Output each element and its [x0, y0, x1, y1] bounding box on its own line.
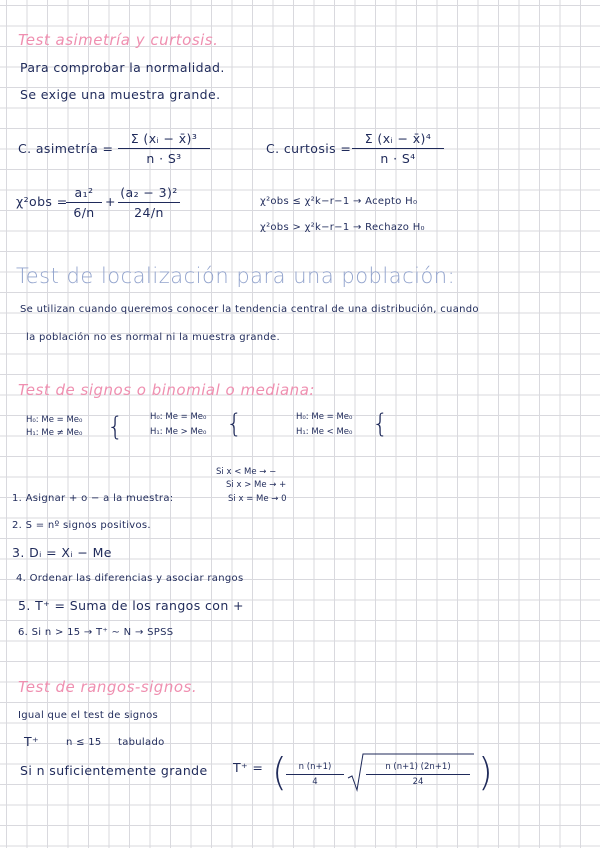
variance-numerator: n (n+1) (2n+1)	[385, 762, 451, 772]
rangos-line-3: Si n suficientemente grande	[20, 763, 208, 778]
chi-fraction-2-denominator: 24/n	[134, 205, 164, 220]
chi-plus: +	[105, 194, 116, 209]
mean-fraction	[286, 762, 344, 787]
chi-reject-rule: χ²obs > χ²k−r−1 → Rechazo H₀	[260, 222, 425, 233]
step-3: 3. Dᵢ = Xᵢ − Me	[12, 545, 112, 560]
chi-fraction-1	[66, 185, 102, 220]
chi-accept-rule: χ²obs ≤ χ²k−r−1 → Acepto H₀	[260, 196, 418, 207]
rule-less: Si x < Me → −	[216, 467, 277, 477]
rangos-line-1: Igual que el test de signos	[18, 710, 159, 721]
step-5: 5. T⁺ = Suma de los rangos con +	[18, 598, 244, 613]
hyp2-h1: H₁: Me > Me₀	[150, 427, 207, 437]
variance-fraction	[366, 762, 470, 787]
rangos-tabulado: tabulado	[118, 737, 165, 748]
c-curtosis-numerator: Σ (xᵢ − x̄)⁴	[364, 131, 432, 146]
rangos-t-plus-eq: T⁺ =	[233, 760, 264, 775]
hyp3-brace: {	[372, 409, 389, 439]
fraction-bar	[286, 774, 344, 775]
variance-denominator: 24	[412, 777, 424, 787]
step-1: 1. Asignar + o − a la muestra:	[12, 493, 174, 504]
fraction-bar	[66, 202, 102, 203]
c-curtosis-label: C. curtosis =	[266, 141, 352, 156]
hyp3-h1: H₁: Me < Me₀	[296, 427, 353, 437]
rule-equal: Si x = Me → 0	[228, 494, 287, 504]
c-curtosis-fraction	[352, 131, 444, 166]
c-asimetria-numerator: Σ (xᵢ − x̄)³	[130, 131, 198, 146]
asimetria-line-1: Para comprobar la normalidad.	[20, 60, 225, 75]
step-6: 6. Si n > 15 → T⁺ ∼ N → SPSS	[18, 627, 174, 638]
asimetria-line-2: Se exige una muestra grande.	[20, 87, 221, 102]
rangos-n-condition: n ≤ 15	[66, 737, 102, 748]
c-asimetria-denominator: n · S³	[146, 151, 182, 166]
mean-numerator: n (n+1)	[298, 762, 332, 772]
fraction-bar	[118, 148, 210, 149]
localizacion-title: Test de localización para una población:	[16, 264, 456, 288]
hyp1-h0: H₀: Me = Me₀	[26, 415, 83, 425]
step-4: 4. Ordenar las diferencias y asociar rangos	[16, 573, 244, 584]
hyp2-brace: {	[226, 409, 243, 439]
chi-fraction-1-numerator: a₁²	[74, 185, 94, 200]
hyp1-brace: {	[107, 412, 124, 442]
fraction-bar	[352, 148, 444, 149]
asimetria-title: Test asimetría y curtosis.	[18, 31, 219, 49]
signos-title: Test de signos o binomial o mediana:	[18, 381, 315, 399]
rangos-t-plus: T⁺	[24, 734, 40, 749]
hyp1-h1: H₁: Me ≠ Me₀	[26, 428, 83, 438]
fraction-bar	[118, 202, 180, 203]
mean-denominator: 4	[312, 777, 318, 787]
hyp2-h0: H₀: Me = Me₀	[150, 412, 207, 422]
hyp3-h0: H₀: Me = Me₀	[296, 412, 353, 422]
right-paren: )	[478, 750, 493, 794]
rule-greater: Si x > Me → +	[226, 480, 287, 490]
c-asimetria-fraction	[118, 131, 210, 166]
c-asimetria-label: C. asimetría =	[18, 141, 114, 156]
step-2: 2. S = nº signos positivos.	[12, 520, 151, 531]
c-curtosis-denominator: n · S⁴	[380, 151, 416, 166]
rangos-title: Test de rangos-signos.	[18, 678, 198, 696]
chi-fraction-1-denominator: 6/n	[73, 205, 95, 220]
chi-obs-label: χ²obs =	[16, 194, 68, 209]
left-paren: (	[272, 750, 287, 794]
chi-fraction-2	[118, 185, 180, 220]
fraction-bar	[366, 774, 470, 775]
chi-fraction-2-numerator: (a₂ − 3)²	[120, 185, 178, 200]
localizacion-line-1: Se utilizan cuando queremos conocer la tendencia central de una distribución, cuando	[20, 304, 479, 315]
localizacion-line-2: la población no es normal ni la muestra grande.	[26, 332, 280, 343]
